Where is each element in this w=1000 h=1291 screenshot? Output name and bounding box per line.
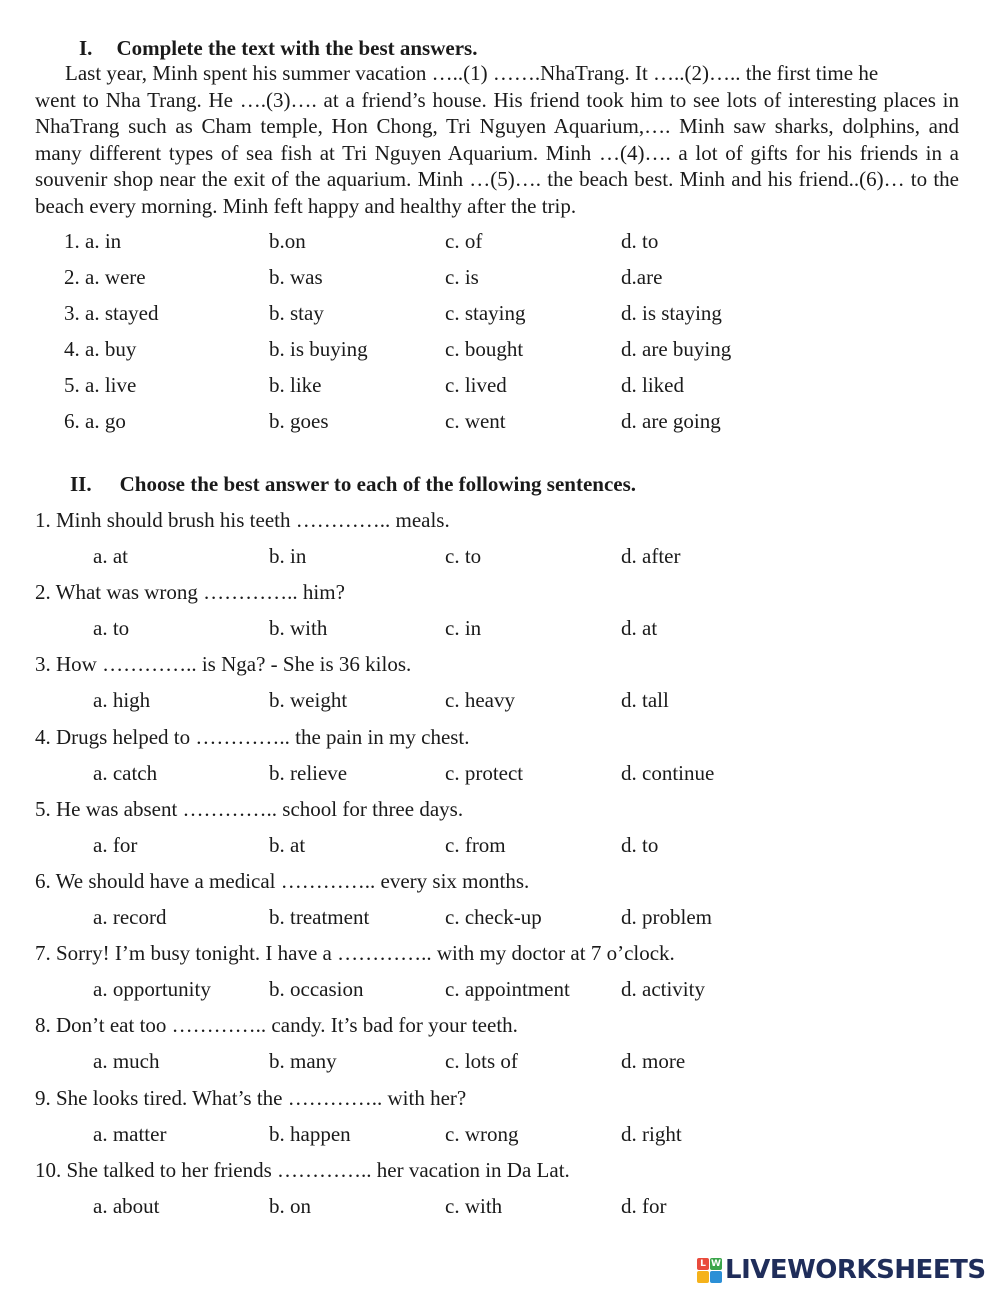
option-2-d[interactable]: d.are	[621, 265, 663, 289]
option-4-b[interactable]: b. is buying	[269, 337, 368, 361]
option-3-b[interactable]: b. stay	[269, 301, 324, 325]
question-10: 10. She talked to her friends ………….. her vacation in Da Lat.	[35, 1157, 570, 1182]
option-6-d[interactable]: d. are going	[621, 409, 721, 433]
question-5: 5. He was absent ………….. school for three days.	[35, 796, 464, 821]
passage-line: Last year, Minh spent his summer vacation …..(1) …….NhaTrang. It …..(2)….. the first time he	[65, 61, 879, 85]
question-3: 3. How ………….. is Nga? - She is 36 kilos.	[35, 652, 412, 677]
passage-line: and his friend..(6)… to the beach every morning. Minh feft happy and healthy after the trip.	[35, 167, 960, 218]
question-7-option-a[interactable]: a. opportunity	[93, 977, 211, 1002]
question-1-option-b[interactable]: b. in	[269, 544, 307, 568]
logo-text: LIVEWORKSHEETS	[725, 1255, 986, 1285]
option-1-c[interactable]: c. of	[445, 229, 483, 253]
option-1-b[interactable]: b.on	[269, 229, 306, 253]
question-8-option-d[interactable]: d. more	[621, 1049, 686, 1074]
question-9-option-a[interactable]: a. matter	[93, 1121, 167, 1146]
question-4-option-d[interactable]: d. continue	[621, 760, 715, 785]
question-6-option-a[interactable]: a. record	[93, 905, 167, 929]
passage-line: for his friends in a souvenir shop near the exit of the aquarium. Minh …(5)…. the beach best. Minh	[35, 140, 960, 191]
option-6-a[interactable]: 6. a. go	[64, 409, 126, 433]
option-3-a[interactable]: 3. a. stayed	[64, 301, 159, 325]
question-2-option-a[interactable]: a. to	[93, 616, 130, 641]
option-5-a[interactable]: 5. a. live	[64, 373, 137, 397]
question-10-option-b[interactable]: b. on	[269, 1193, 311, 1218]
question-10-option-a[interactable]: a. about	[93, 1193, 160, 1218]
question-10-option-d[interactable]: d. for	[621, 1193, 667, 1218]
question-3-option-d[interactable]: d. tall	[621, 688, 669, 713]
question-2-option-d[interactable]: d. at	[621, 616, 658, 641]
option-6-c[interactable]: c. went	[445, 409, 506, 433]
question-5-option-d[interactable]: d. to	[621, 832, 659, 857]
question-7-option-b[interactable]: b. occasion	[269, 977, 364, 1002]
question-1-option-a[interactable]: a. at	[93, 544, 128, 568]
question-7-option-d[interactable]: d. activity	[621, 977, 705, 1002]
option-4-c[interactable]: c. bought	[445, 337, 524, 361]
question-5-option-b[interactable]: b. at	[269, 832, 306, 857]
question-9: 9. She looks tired. What’s the ………….. with her?	[35, 1085, 467, 1110]
question-6-option-b[interactable]: b. treatment	[269, 905, 370, 929]
passage-line: dolphins, and many different types of sea fish at Tri Nguyen Aquarium. Minh …(4)…. a lot of gifts	[35, 114, 959, 165]
question-4: 4. Drugs helped to ………….. the pain in my chest.	[35, 724, 470, 749]
question-8-option-c[interactable]: c. lots of	[445, 1049, 518, 1074]
question-3-option-b[interactable]: b. weight	[269, 688, 348, 713]
section-2-heading	[70, 472, 636, 497]
question-1-option-c[interactable]: c. to	[445, 544, 482, 568]
option-2-b[interactable]: b. was	[269, 265, 323, 289]
section-1-title: Complete the text with the best answers.	[116, 36, 478, 60]
question-2-option-c[interactable]: c. in	[445, 616, 482, 641]
question-7-option-c[interactable]: c. appointment	[445, 977, 570, 1002]
passage-line: places in NhaTrang such as Cham temple, Hon Chong, Tri Nguyen Aquarium,…. Minh saw sharks,	[35, 87, 959, 138]
reading-passage	[35, 60, 959, 219]
question-2-option-b[interactable]: b. with	[269, 616, 328, 641]
option-3-d[interactable]: d. is staying	[621, 301, 722, 325]
option-5-c[interactable]: c. lived	[445, 373, 507, 397]
option-1-a[interactable]: 1. a. in	[64, 229, 122, 253]
option-4-d[interactable]: d. are buying	[621, 337, 732, 361]
question-3-option-a[interactable]: a. high	[93, 688, 151, 713]
question-9-option-d[interactable]: d. right	[621, 1121, 682, 1146]
option-2-a[interactable]: 2. a. were	[64, 265, 146, 289]
question-2: 2. What was wrong ………….. him?	[35, 580, 345, 605]
question-4-option-c[interactable]: c. protect	[445, 760, 524, 785]
question-4-option-a[interactable]: a. catch	[93, 760, 158, 785]
question-8-option-a[interactable]: a. much	[93, 1049, 160, 1074]
option-6-b[interactable]: b. goes	[269, 409, 329, 433]
question-7: 7. Sorry! I’m busy tonight. I have a ………….. with my doctor at 7 o’clock.	[35, 941, 675, 966]
section-2-number: II.	[70, 472, 92, 496]
question-8: 8. Don’t eat too ………….. candy. It’s bad for your teeth.	[35, 1013, 518, 1038]
passage-line: went to Nha Trang. He ….(3)…. at a friend’s house. His friend took him to see lots of interesting	[35, 87, 877, 112]
section-1-heading	[79, 36, 477, 61]
option-4-a[interactable]: 4. a. buy	[64, 337, 137, 361]
question-1-option-d[interactable]: d. after	[621, 544, 681, 568]
question-10-option-c[interactable]: c. with	[445, 1193, 503, 1218]
question-9-option-c[interactable]: c. wrong	[445, 1121, 519, 1146]
question-3-option-c[interactable]: c. heavy	[445, 688, 515, 713]
question-6-option-c[interactable]: c. check-up	[445, 905, 542, 929]
question-6-option-d[interactable]: d. problem	[621, 905, 712, 929]
question-8-option-b[interactable]: b. many	[269, 1049, 337, 1074]
question-5-option-c[interactable]: c. from	[445, 832, 506, 857]
section-2-title: Choose the best answer to each of the following sentences.	[119, 472, 637, 496]
section-1-number: I.	[79, 36, 93, 60]
question-9-option-b[interactable]: b. happen	[269, 1121, 351, 1146]
option-5-d[interactable]: d. liked	[621, 373, 684, 397]
option-3-c[interactable]: c. staying	[445, 301, 526, 325]
option-5-b[interactable]: b. like	[269, 373, 322, 397]
logo-mark-icon: L W	[697, 1258, 722, 1283]
liveworksheets-logo	[697, 1253, 986, 1287]
option-2-c[interactable]: c. is	[445, 265, 479, 289]
question-5-option-a[interactable]: a. for	[93, 832, 138, 857]
question-4-option-b[interactable]: b. relieve	[269, 760, 348, 785]
option-1-d[interactable]: d. to	[621, 229, 659, 253]
question-6: 6. We should have a medical ………….. every six months.	[35, 869, 530, 893]
question-1: 1. Minh should brush his teeth ………….. meals.	[35, 508, 450, 532]
